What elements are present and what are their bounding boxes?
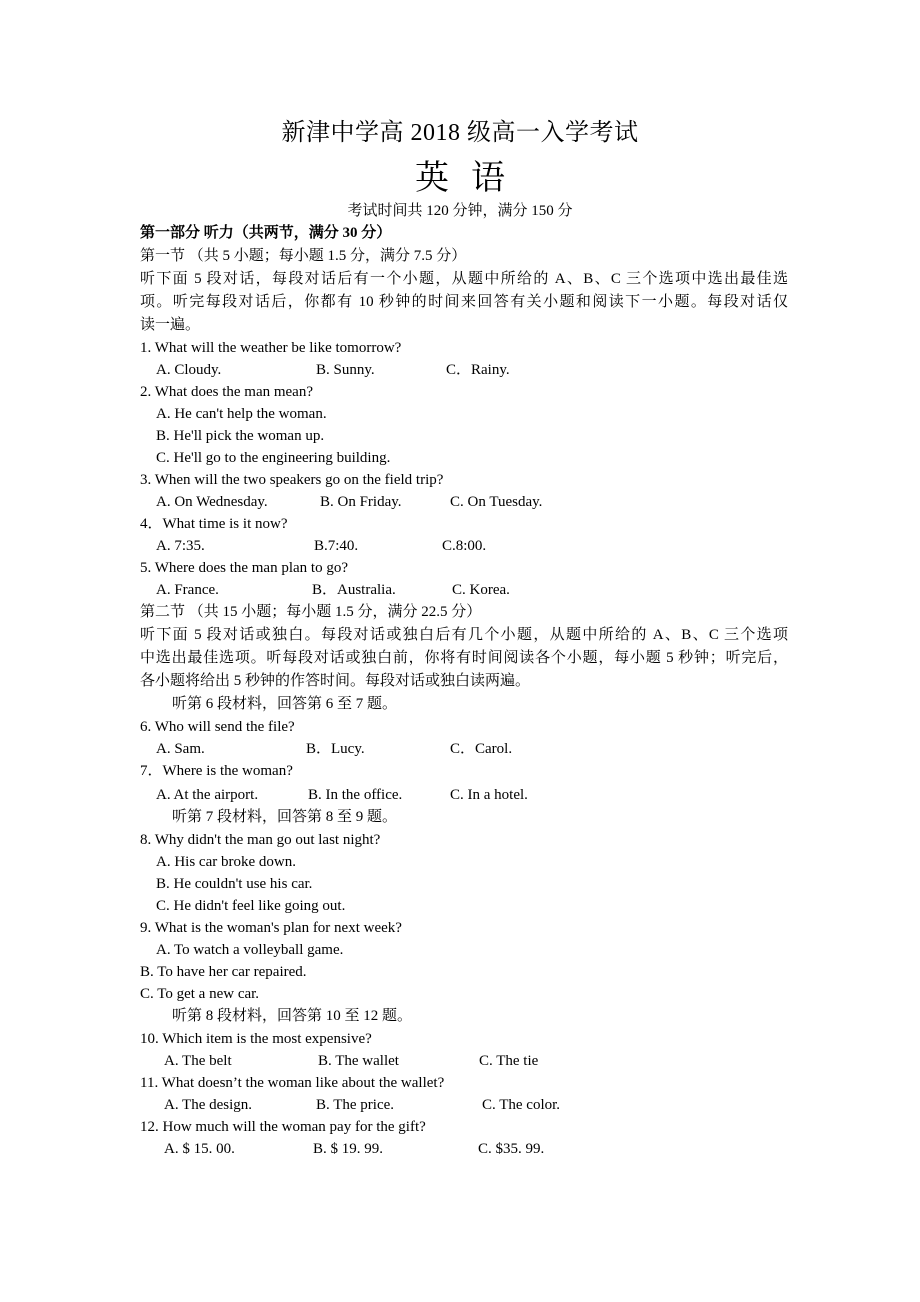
option-b: B.7:40. <box>314 538 359 554</box>
section2-heading: 第二节 （共 15 小题；每小题 1.5 分，满分 22.5 分） <box>140 604 482 620</box>
question-5-options <box>140 579 788 601</box>
question-8: 8. Why didn't the man go out last night? <box>140 832 381 848</box>
exam-body <box>140 222 788 1160</box>
instruction-line: 读一遍。 <box>140 317 201 333</box>
option-a: A. The belt <box>164 1053 232 1069</box>
material-cue: 听第 7 段材料，回答第 8 至 9 题。 <box>172 809 398 825</box>
instruction-line: 听下面 5 段对话或独白。每段对话或独白后有几个小题，从题中所给的 A、B、C 三个选项 <box>140 627 788 643</box>
instruction-line: 中选出最佳选项。听每段对话或独白前，你将有时间阅读各个小题，每小题 5 秒钟；听完后， <box>140 650 788 666</box>
section1-heading: 第一节 （共 5 小题；每小题 1.5 分，满分 7.5 分） <box>140 248 467 264</box>
question-5: 5. Where does the man plan to go? <box>140 560 348 576</box>
option-a: A. Cloudy. <box>156 362 222 378</box>
section1-instructions <box>140 268 788 337</box>
exam-info: 考试时间共 120 分钟，满分 150 分 <box>347 203 573 219</box>
instruction-line: 听下面 5 段对话，每段对话后有一个小题，从题中所给的 A、B、C 三个选项中选出最佳选 <box>140 271 788 287</box>
question-12-options <box>140 1138 788 1160</box>
option-a: A. To watch a volleyball game. <box>156 942 344 958</box>
option-a: A. On Wednesday. <box>156 494 268 510</box>
question-3-options <box>140 491 788 513</box>
material-cue: 听第 8 段材料，回答第 10 至 12 题。 <box>172 1008 413 1024</box>
question-2: 2. What does the man mean? <box>140 384 313 400</box>
option-c: C. The color. <box>482 1097 561 1113</box>
option-c: C. In a hotel. <box>450 787 528 803</box>
option-b: B. $ 19. 99. <box>313 1141 384 1157</box>
question-3: 3. When will the two speakers go on the field trip? <box>140 472 444 488</box>
option-c: C.8:00. <box>442 538 487 554</box>
option-a: A. Sam. <box>156 741 205 757</box>
option-b: B．Australia. <box>312 582 396 598</box>
option-a: A. At the airport. <box>156 787 259 803</box>
question-7: 7．Where is the woman? <box>140 763 293 779</box>
question-9: 9. What is the woman's plan for next week? <box>140 920 402 936</box>
question-4: 4．What time is it now? <box>140 516 288 532</box>
option-b: B．Lucy. <box>306 741 365 757</box>
option-b: B. In the office. <box>308 787 403 803</box>
instruction-line: 各小题将给出 5 秒钟的作答时间。每段对话或独白读两遍。 <box>140 673 531 689</box>
option-b: B. Sunny. <box>316 362 375 378</box>
subject-title: 英语 <box>415 160 527 197</box>
option-a: A. His car broke down. <box>156 854 296 870</box>
option-c: C. He didn't feel like going out. <box>156 898 346 914</box>
option-a: A. The design. <box>164 1097 253 1113</box>
question-7-options <box>140 784 788 806</box>
option-c: C. The tie <box>479 1053 539 1069</box>
option-c: C. $35. 99. <box>478 1141 545 1157</box>
option-b: B. To have her car repaired. <box>140 964 307 980</box>
option-b: B. The price. <box>316 1097 395 1113</box>
option-b: B. He'll pick the woman up. <box>156 428 325 444</box>
option-a: A. France. <box>156 582 219 598</box>
question-11-options <box>140 1094 788 1116</box>
option-c: C. To get a new car. <box>140 986 260 1002</box>
question-1-options <box>140 359 788 381</box>
part1-heading: 第一部分 听力（共两节，满分 30 分） <box>140 225 392 241</box>
instruction-line: 项。听完每段对话后，你都有 10 秒钟的时间来回答有关小题和阅读下一小题。每段对话仅 <box>140 294 788 310</box>
option-c: C. On Tuesday. <box>450 494 543 510</box>
option-a: A. He can't help the woman. <box>156 406 327 422</box>
option-b: B. The wallet <box>318 1053 399 1069</box>
option-c: C. Korea. <box>452 582 510 598</box>
option-a: A. 7:35. <box>156 538 205 554</box>
question-12: 12. How much will the woman pay for the gift? <box>140 1119 426 1135</box>
question-10: 10. Which item is the most expensive? <box>140 1031 372 1047</box>
question-1: 1. What will the weather be like tomorrow? <box>140 340 402 356</box>
option-c: C. He'll go to the engineering building. <box>156 450 391 466</box>
option-a: A. $ 15. 00. <box>164 1141 235 1157</box>
question-6: 6. Who will send the file? <box>140 719 295 735</box>
question-4-options <box>140 535 788 557</box>
option-b: B. On Friday. <box>320 494 402 510</box>
section2-instructions <box>140 624 788 693</box>
exam-title: 新津中学高 2018 级高一入学考试 <box>281 120 639 146</box>
option-c: C．Rainy. <box>446 362 510 378</box>
question-6-options <box>140 738 788 760</box>
question-10-options <box>140 1050 788 1072</box>
option-b: B. He couldn't use his car. <box>156 876 313 892</box>
question-11: 11. What doesn’t the woman like about the wallet? <box>140 1075 445 1091</box>
option-c: C．Carol. <box>450 741 513 757</box>
material-cue: 听第 6 段材料，回答第 6 至 7 题。 <box>172 696 398 712</box>
